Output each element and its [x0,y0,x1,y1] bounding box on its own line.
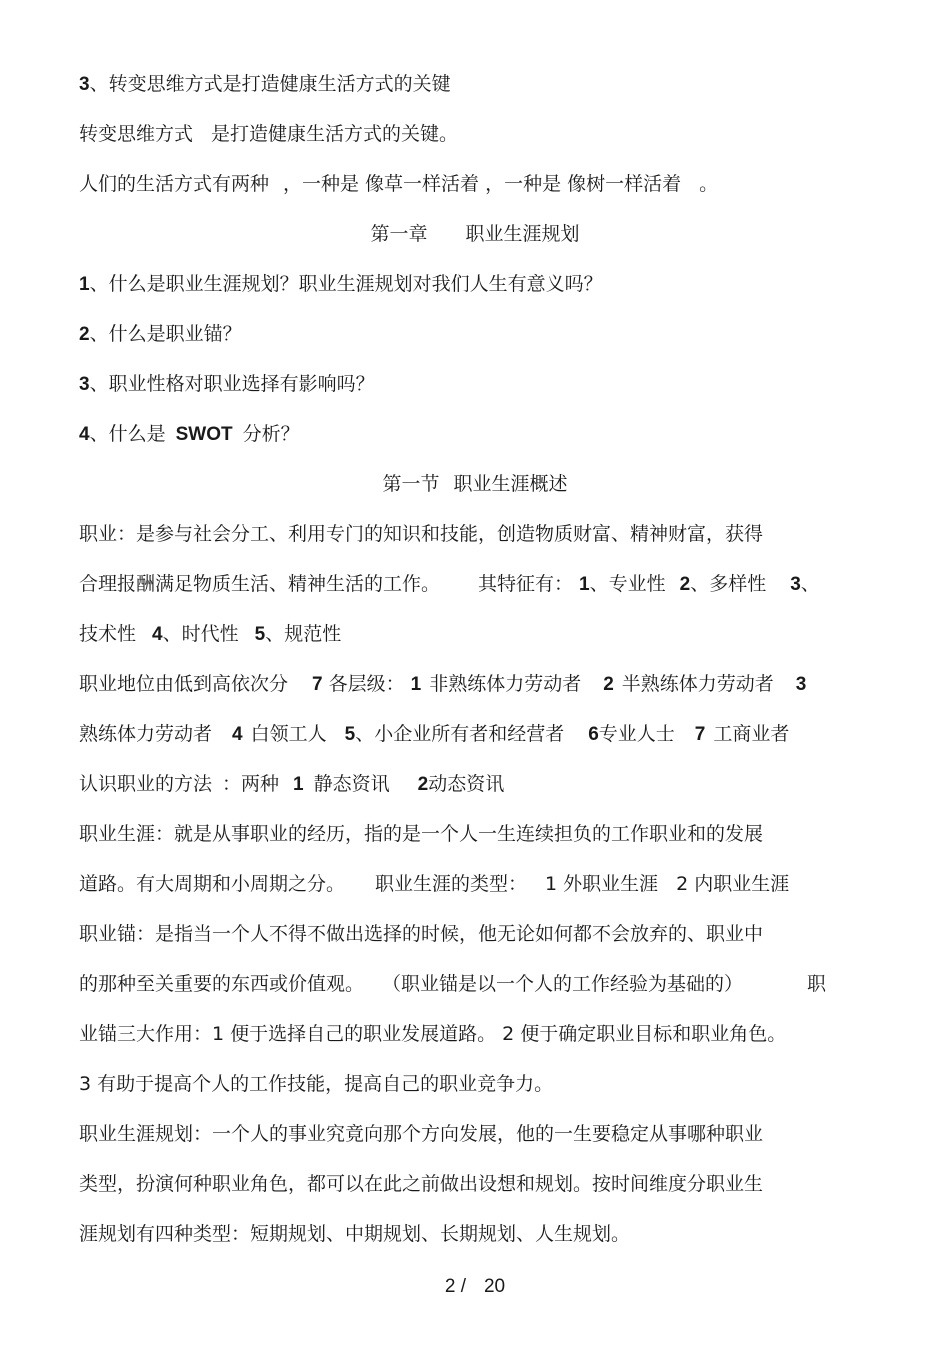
text-span: ，一种是 像树一样活着 [485,173,682,195]
paragraph-line: 3 有助于提高个人的工作技能，提高自己的职业竞争力。 [79,1073,554,1095]
paragraph-line: 涯规划有四种类型：短期规划、中期规划、长期规划、人生规划。 [79,1223,631,1245]
text-span: 的那种至关重要的东西或价值观。 [79,973,365,995]
text-span: 、 [800,573,820,595]
text-span: 职业生涯的类型： [375,873,528,895]
text-span: 、多样性 [690,573,767,595]
text-span: 职 [807,973,827,995]
item-number: 4 [152,624,163,645]
text-span: 、规范性 [265,623,342,645]
paragraph-line [79,971,889,997]
item-number: 2 [79,324,90,345]
item-number: 1 [579,574,590,595]
paragraph-line: 职业生涯规划：一个人的事业究竟向那个方向发展，他的一生要稳定从事哪种职业 [79,1123,764,1145]
item-number: 4 [232,724,243,745]
section-heading-3 [79,71,889,98]
item-number: 2 [417,774,429,795]
text-span: 工商业者 [713,723,790,745]
item-number: 1 [79,274,90,295]
chapter-title [0,221,950,247]
item-number: 3 [790,574,801,595]
question-1 [79,271,889,298]
heading-text: 、转变思维方式是打造健康生活方式的关键 [89,73,451,95]
item-number: 4 [79,424,90,445]
chapter-name: 职业生涯规划 [465,223,580,245]
section-number: 第一节 [382,473,440,495]
question-text: 分析？ [242,423,300,445]
question-text: 、什么是 [89,423,166,445]
chapter-number: 第一章 [370,223,428,245]
question-2 [79,321,889,348]
text-span: 1 外职业生涯 [545,873,659,895]
text-span: 熟练体力劳动者 [79,723,213,745]
section-title [0,471,950,497]
text-span: 非熟练体力劳动者 [429,673,582,695]
item-number: 2 [603,674,614,695]
text-span: 。 [699,173,719,195]
question-4 [79,421,889,448]
item-number: 2 [679,574,691,595]
item-number: 7 [694,724,706,745]
text-span: ：两种 [222,773,280,795]
text-span: 、专业性 [589,573,666,595]
item-number: 1 [293,774,304,795]
paragraph-line [79,571,889,598]
text-span: 、时代性 [162,623,239,645]
text-span: 道路。有大周期和小周期之分。 [79,873,346,895]
text-span: 白领工人 [250,723,327,745]
paragraph-line: 职业锚：是指当一个人不得不做出选择的时候，他无论如何都不会放弃的、职业中 [79,923,764,945]
paragraph-line [79,171,889,197]
paragraph-line [79,621,889,648]
paragraph-line [79,121,889,147]
text-span: 其特征有： [478,573,574,595]
text-span: 人们的生活方式有两种 [79,173,270,195]
question-3 [79,371,889,398]
item-number: 3 [79,374,90,395]
text-span: 各层级： [328,673,405,695]
question-text: 、什么是职业生涯规划？职业生涯规划对我们人生有意义吗？ [89,273,603,295]
text-span: ，一种是 像草一样活着 [283,173,480,195]
text-span: 职业地位由低到高依次分 [79,673,289,695]
item-number: 3 [795,674,807,695]
item-number: 1 [410,674,422,695]
paragraph-line: 类型，扮演何种职业角色，都可以在此之前做出设想和规划。按时间维度分职业生 [79,1173,764,1195]
text-span: 2 内职业生涯 [676,873,790,895]
text-span: 技术性 [79,623,137,645]
item-number: 5 [344,724,356,745]
paragraph-line: 业锚三大作用：1 便于选择自己的职业发展道路。 2 便于确定职业目标和职业角色。 [79,1023,787,1045]
paragraph-line [79,671,889,698]
paragraph-line [79,771,889,798]
text-span: （职业锚是以一个人的工作经验为基础的） [382,973,744,995]
text-span: 、小企业所有者和经营者 [355,723,565,745]
question-text: 、职业性格对职业选择有影响吗？ [89,373,375,395]
total-pages: 20 [483,1276,506,1297]
text-span: 转变思维方式 [79,123,194,145]
text-span: 是打造健康生活方式的关键。 [211,123,459,145]
text-span: 动态资讯 [428,773,505,795]
text-span: 半熟练体力劳动者 [621,673,774,695]
text-span: 合理报酬满足物质生活、精神生活的工作。 [79,573,441,595]
current-page: 2 / [444,1276,466,1297]
text-span: 专业人士 [598,723,675,745]
item-number: 7 [312,674,323,695]
question-text: 、什么是职业锚？ [89,323,242,345]
paragraph-line: 职业：是参与社会分工、利用专门的知识和技能，创造物质财富、精神财富，获得 [79,523,764,545]
paragraph-line [79,871,889,897]
paragraph-line [79,721,889,748]
text-span: 认识职业的方法 [79,773,213,795]
page-number [0,1274,950,1300]
item-number: 3 [79,74,90,95]
paragraph-line: 职业生涯：就是从事职业的经历，指的是一个人一生连续担负的工作职业和的发展 [79,823,764,845]
text-span: 静态资讯 [313,773,390,795]
section-name: 职业生涯概述 [453,473,568,495]
item-number: 5 [254,624,266,645]
swot-term: SWOT [175,424,233,445]
item-number: 6 [588,724,599,745]
